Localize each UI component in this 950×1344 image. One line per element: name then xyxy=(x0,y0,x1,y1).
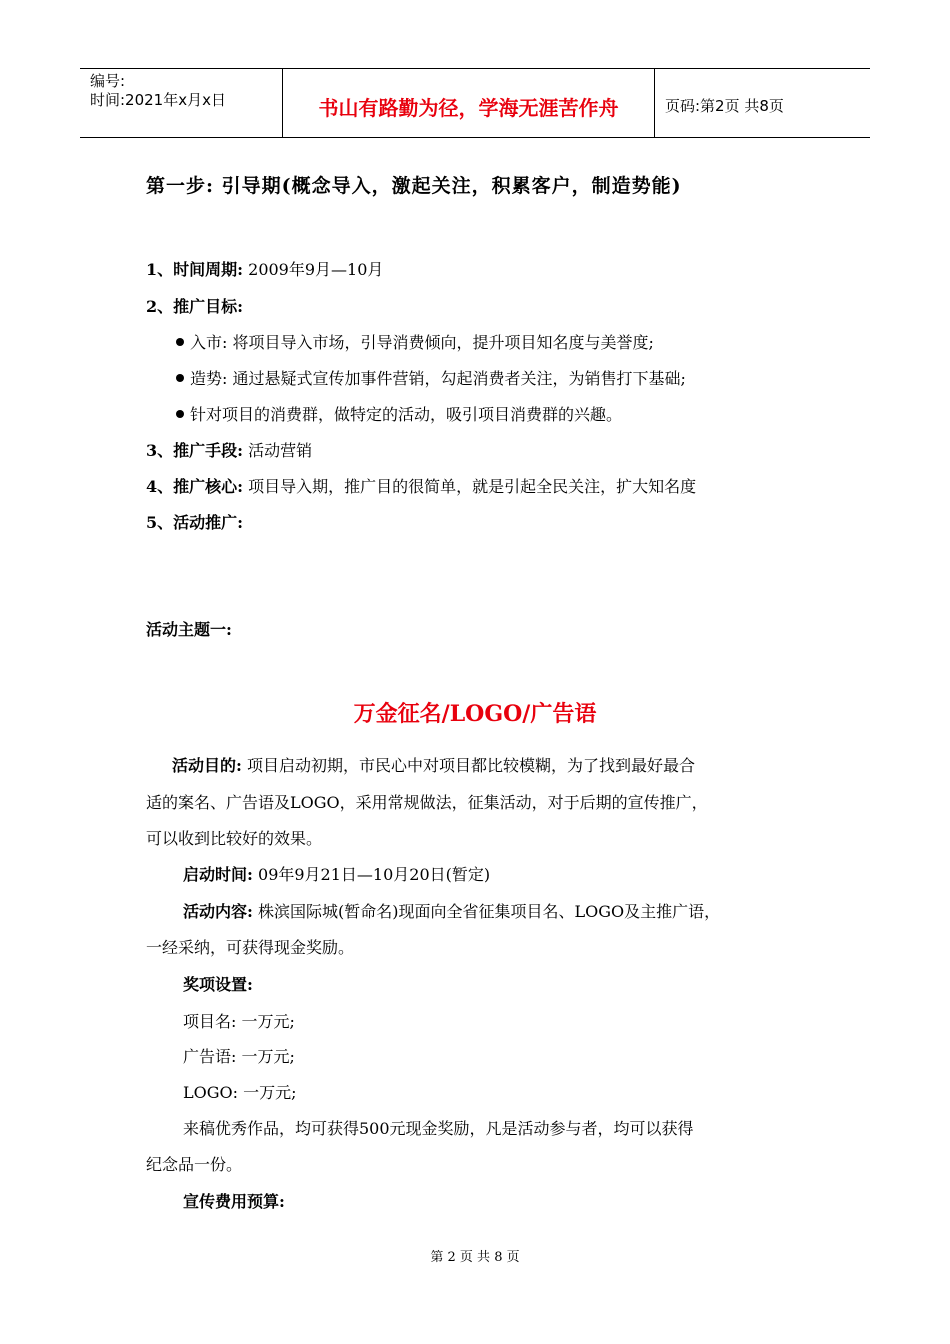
header-meta xyxy=(80,69,283,137)
means-label: 3、推广手段: xyxy=(146,441,244,460)
awards-label: 奖项设置: xyxy=(183,975,253,994)
core-label: 4、推广核心: xyxy=(146,477,244,496)
activity-label: 5、活动推广: xyxy=(146,513,244,532)
step-title: 第一步: 引导期(概念导入，激起关注，积累客户，制造势能) xyxy=(146,175,682,197)
award-item: 项目名: 一万元; xyxy=(183,1012,295,1031)
awards-note-line-2: 纪念品一份。 xyxy=(146,1155,243,1174)
content-line-2: 一经采纳，可获得现金奖励。 xyxy=(146,938,355,957)
goal-bullet xyxy=(176,333,654,353)
core-line xyxy=(146,477,696,497)
start-time-label: 启动时间: xyxy=(183,865,253,884)
purpose-line-1 xyxy=(172,756,695,776)
bullet-icon xyxy=(176,410,184,418)
goal-bullet-text: 针对项目的消费群，做特定的活动，吸引项目消费群的兴趣。 xyxy=(190,405,623,424)
means-line xyxy=(146,441,312,461)
awards-note-line-1: 来稿优秀作品，均可获得500元现金奖励，凡是活动参与者，均可以获得 xyxy=(183,1119,694,1138)
purpose-line-2: 适的案名、广告语及LOGO，采用常规做法，征集活动，对于后期的宣传推广， xyxy=(146,793,708,812)
content-label: 活动内容: xyxy=(183,902,253,921)
purpose-label: 活动目的: xyxy=(172,756,242,775)
bullet-icon xyxy=(176,338,184,346)
theme-title: 万金征名/LOGO/广告语 xyxy=(353,701,597,727)
period-label: 1、时间周期: xyxy=(146,260,244,279)
purpose-line-3: 可以收到比较好的效果。 xyxy=(146,829,323,848)
doc-time-label: 时间:2021年x月x日 xyxy=(90,91,226,109)
header-page-info: 页码:第2页 共8页 xyxy=(665,96,784,115)
goal-bullet xyxy=(176,405,622,425)
period-value: 2009年9月—10月 xyxy=(248,260,384,279)
bullet-icon xyxy=(176,374,184,382)
goal-bullet-text: 入市: 将项目导入市场，引导消费倾向，提升项目知名度与美誉度; xyxy=(190,333,654,352)
theme-label: 活动主题一: xyxy=(146,620,232,639)
page-footer: 第 2 页 共 8 页 xyxy=(430,1250,520,1265)
core-value: 项目导入期，推广目的很简单，就是引起全民关注，扩大知名度 xyxy=(248,477,697,496)
goal-bullet xyxy=(176,369,686,389)
content-line-1 xyxy=(183,902,720,922)
doc-number-label: 编号: xyxy=(90,72,126,90)
start-time-value: 09年9月21日—10月20日(暂定) xyxy=(258,865,491,884)
award-item: 广告语: 一万元; xyxy=(183,1047,295,1066)
purpose-text-1: 项目启动初期，市民心中对项目都比较模糊，为了找到最好最合 xyxy=(247,756,696,775)
budget-label: 宣传费用预算: xyxy=(183,1192,285,1211)
period-line xyxy=(146,260,383,280)
award-item: LOGO: 一万元; xyxy=(183,1083,297,1102)
goal-bullet-text: 造势: 通过悬疑式宣传加事件营销，勾起消费者关注，为销售打下基础; xyxy=(190,369,686,388)
goal-label: 2、推广目标: xyxy=(146,297,244,316)
start-time-line xyxy=(183,865,490,885)
means-value: 活动营销 xyxy=(248,441,313,460)
page-header xyxy=(80,68,870,138)
header-motto: 书山有路勤为径，学海无涯苦作舟 xyxy=(283,69,655,137)
content-text-1: 株滨国际城(暂命名)现面向全省征集项目名、LOGO及主推广语， xyxy=(258,902,721,921)
